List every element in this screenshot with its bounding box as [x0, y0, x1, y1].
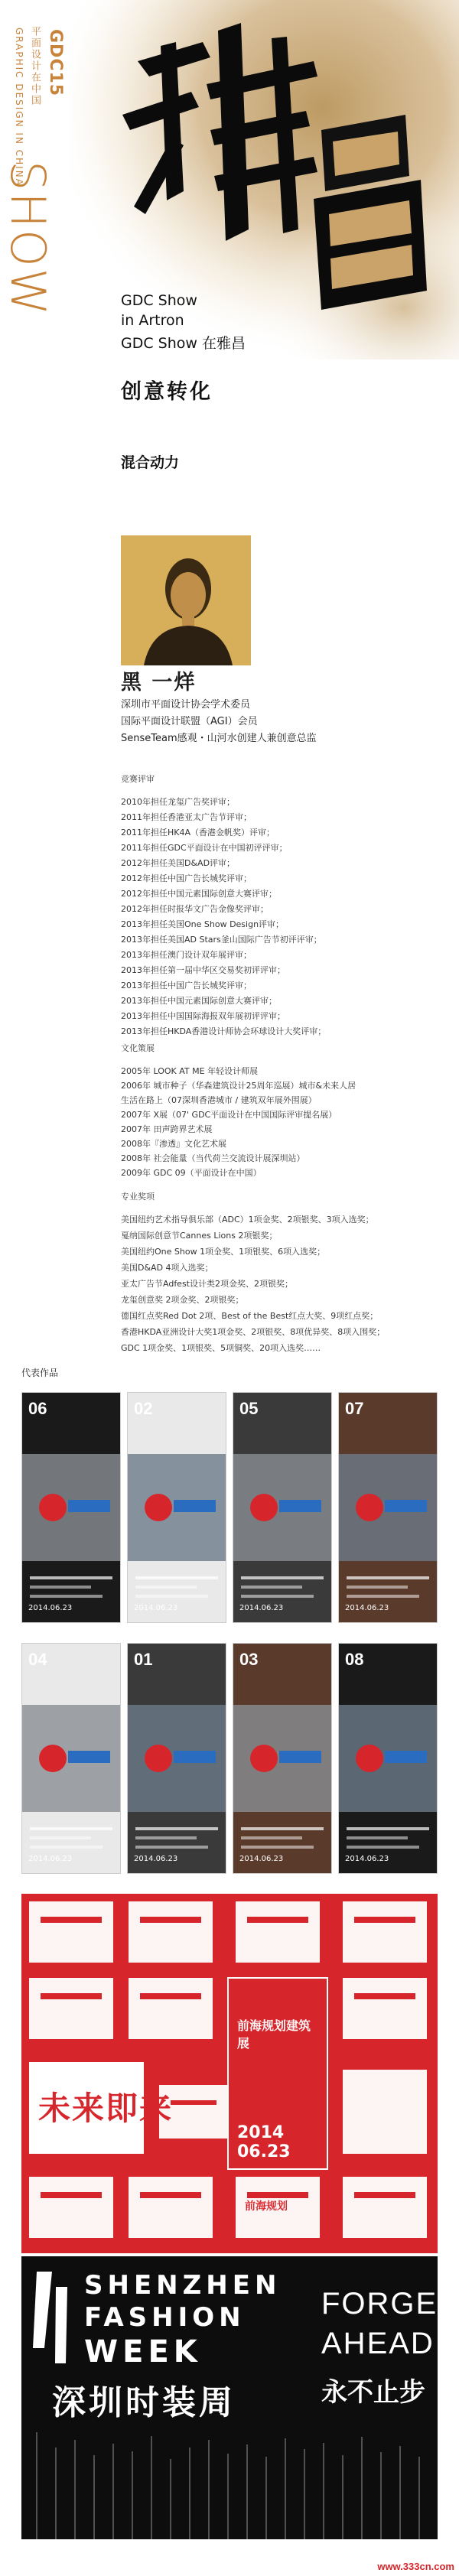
portrait-photo	[121, 535, 251, 665]
award-item: GDC 1项金奖、1项银奖、5项铜奖、20项入选奖……	[121, 1343, 321, 1353]
forge-line-1: FORGE	[321, 2287, 438, 2321]
brand-english-title: GRAPHIC DESIGN IN CHINA	[14, 28, 24, 187]
award-item: 美国纽约One Show 1项金奖、1项银奖、6项入选奖；	[121, 1247, 326, 1257]
works-label: 代表作品	[21, 1368, 59, 1378]
exhibition-item: 2009年 GDC 09（平面设计在中国）	[121, 1168, 262, 1178]
poster-thumbnail	[127, 1392, 226, 1623]
poster-thumbnail	[338, 1392, 438, 1623]
poster-number: 02	[134, 1399, 153, 1418]
exhibition-item: 2005年 LOOK AT ME 年轻设计师展	[121, 1066, 259, 1076]
section-label-awards: 专业奖项	[121, 1192, 155, 1202]
gdc15-logo: GDC15	[46, 29, 65, 97]
poster-thumbnail	[233, 1643, 332, 1874]
judging-item: 2013年担任澳门设计双年展评审；	[121, 950, 252, 960]
judging-item: 2013年担任中国广告长城奖评审；	[121, 981, 252, 990]
poster-thumbnail	[233, 1392, 332, 1623]
judging-item: 2011年担任HK4A（香港金帆奖）评审；	[121, 828, 275, 838]
poster-thumbnail	[338, 1643, 438, 1874]
judging-item: 2010年担任龙玺广告奖评审；	[121, 797, 235, 807]
judging-item: 2011年担任香港亚太广告节评审；	[121, 812, 252, 822]
fashion-chinese-title: 深圳时装周	[52, 2383, 236, 2422]
exhibition-item: 2007年 田声跨界艺术展	[121, 1124, 213, 1134]
intro-line-1: GDC Show	[121, 292, 197, 309]
poster-number: 05	[239, 1399, 259, 1418]
red-panel-repeat: 前海规划	[245, 2200, 288, 2213]
poster-date: 2014.06.23	[345, 1604, 389, 1612]
judging-item: 2013年担任HKDA香港设计师协会环球设计大奖评审；	[121, 1026, 327, 1036]
award-item: 龙玺创意奖 2项金奖、2项银奖；	[121, 1295, 244, 1305]
red-panel-date: 2014 06.23	[237, 2123, 291, 2161]
award-item: 德国红点奖Red Dot 2项、Best of the Best红点大奖、9项红点奖；	[121, 1311, 379, 1321]
role-line: SenseTeam感观・山河水创建人兼创意总监	[121, 733, 317, 744]
fashion-line-3: WEEK	[84, 2334, 202, 2369]
red-exhibition-poster	[21, 1894, 438, 2253]
poster-date: 2014.06.23	[28, 1855, 73, 1863]
poster-number: 08	[345, 1650, 364, 1669]
exhibition-item: 2008年『渗透』文化艺术展	[121, 1139, 226, 1149]
judging-item: 2013年担任中国元素国际创意大赛评审；	[121, 996, 277, 1006]
section-label-exhibitions: 文化策展	[121, 1043, 155, 1053]
exhibition-item: 2006年 城市种子（华森建筑设计25周年巡展）城市&未来人居	[121, 1081, 356, 1091]
red-panel-title: 前海规划建筑展	[237, 2018, 311, 2051]
award-item: 戛纳国际创意节Cannes Lions 2项银奖；	[121, 1231, 278, 1241]
judging-item: 2011年担任GDC平面设计在中国初评评审；	[121, 843, 288, 853]
judging-item: 2012年担任时报华文广告金像奖评审；	[121, 904, 269, 914]
poster-date: 2014.06.23	[239, 1604, 284, 1612]
fashion-line-2: FASHION	[84, 2302, 246, 2333]
award-item: 香港HKDA亚洲设计大奖1项金奖、2项银奖、8项优异奖、8项入围奖；	[121, 1327, 386, 1337]
brand-chinese-title: 平面设计在中国	[29, 26, 41, 106]
poster-date: 2014.06.23	[239, 1855, 284, 1863]
subhead: 混合动力	[121, 454, 180, 471]
intro-line-2: in Artron	[121, 312, 184, 329]
poster-date: 2014.06.23	[134, 1855, 178, 1863]
role-line: 深圳市平面设计协会学术委员	[121, 699, 251, 711]
judging-item: 2012年担任中国元素国际创意大赛评审；	[121, 889, 277, 899]
fashion-line-1: SHENZHEN	[84, 2270, 282, 2301]
poster-number: 07	[345, 1399, 364, 1418]
judging-item: 2012年担任美国D&AD评审；	[121, 858, 236, 868]
watermark-url[interactable]: www.333cn.com	[377, 2561, 454, 2572]
poster-number: 03	[239, 1650, 259, 1669]
poster-number: 01	[134, 1650, 153, 1669]
poster-thumbnail	[21, 1392, 121, 1623]
award-item: 美国D&AD 4项入选奖；	[121, 1263, 213, 1273]
exhibition-item: 2007年 X展（07' GDC平面设计在中国国际评审提名展）	[121, 1110, 337, 1120]
red-panel-slogan: 未来即来	[38, 2090, 174, 2127]
section-label-judging: 竞赛评审	[121, 774, 155, 784]
poster-number: 04	[28, 1650, 47, 1669]
poster-thumbnail	[127, 1643, 226, 1874]
judging-item: 2013年担任美国One Show Design评审；	[121, 919, 285, 929]
brand-show-text: SHOW	[0, 161, 56, 317]
poster-number: 06	[28, 1399, 47, 1418]
award-item: 亚太广告节Adfest设计类2项金奖、2项银奖；	[121, 1279, 293, 1289]
judging-item: 2012年担任中国广告长城奖评审；	[121, 873, 252, 883]
forge-chinese: 永不止步	[321, 2377, 425, 2408]
exhibition-item: 2008年 社会能量（当代荷兰交流设计展深圳站）	[121, 1153, 305, 1163]
poster-date: 2014.06.23	[28, 1604, 73, 1612]
judging-item: 2013年担任第一届中华区交易奖初评评审；	[121, 965, 285, 975]
role-line: 国际平面设计联盟（AGI）会员	[121, 716, 258, 727]
fashion-week-photo	[21, 2256, 438, 2539]
headline: 创意转化	[121, 380, 213, 404]
judging-item: 2013年担任中国国际海报双年展初评评审；	[121, 1011, 285, 1021]
poster-date: 2014.06.23	[134, 1604, 178, 1612]
forge-line-2: AHEAD	[321, 2327, 435, 2360]
judging-item: 2013年担任美国AD Stars釜山国际广告节初评评审；	[121, 935, 322, 945]
poster-date: 2014.06.23	[345, 1855, 389, 1863]
exhibition-item: 生活在路上（07深圳香港城市 / 建筑双年展外围展）	[121, 1095, 317, 1105]
intro-line-3: GDC Show 在雅昌	[121, 335, 246, 352]
person-name: 黑 一烊	[121, 671, 197, 694]
award-item: 美国纽约艺术指导俱乐部（ADC）1项金奖、2项银奖、3项入选奖；	[121, 1215, 374, 1225]
poster-thumbnail	[21, 1643, 121, 1874]
